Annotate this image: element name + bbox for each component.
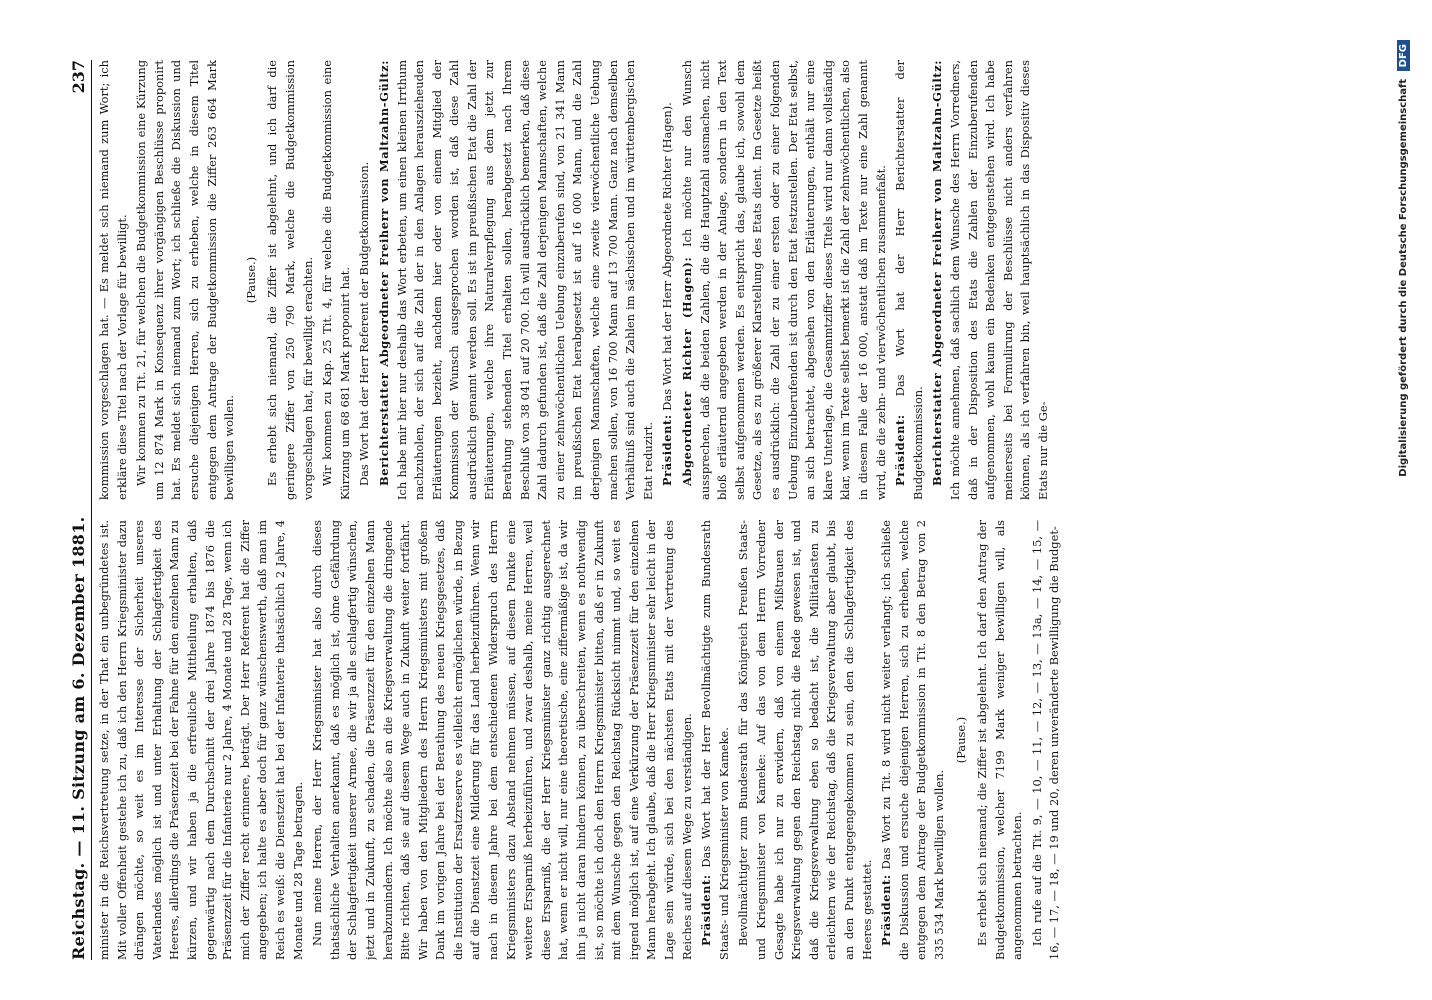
paragraph: Wir kommen zu Kap. 25 Tit. 4, für welche die Budgetkommission eine Kürzung um 68 681 Mark proponirt hat. <box>320 60 352 500</box>
speech-text: Ich möchte nur den Wunsch aussprechen, daß die beiden Zahlen, die die Hauptzahl ausmachen, nicht bloß erläuternd angegeben werden in der Anlage, sondern in den Text selbst aufgenommen werden. Es entspricht das, glaube ich, sowohl dem Gesetze, als es zu größerer Klarstellung des Etats dient. Im Gesetze heißt es ausdrücklich: die Zahl der zu einer ersten oder zu einer folgenden Uebung Einzuberufenden ist durch den Etat festzustellen. Der Etat selbst, an sich betrachtet, abgesehen von den Erläuterungen, enthält nur eine klare Unterlage, die Gesammtziffer dieses Titels wird nur dann vollständig klar, wenn im Texte selbst bemerkt ist die Zahl der zehnwöchentlichen, also in diesem Falle der 16 000, anstatt daß im Texte nur eine Zahl genannt wird, die die zehn- und vierwöchentlichen zusammenfaßt. <box>680 60 888 500</box>
speech-text: Das Wort hat der Herr Bevollmächtigte zum Bundesrath Staats- und Kriegsminister von Kameke. <box>699 520 731 960</box>
page-header <box>60 60 92 960</box>
paragraph <box>892 60 927 500</box>
credit-text: Digitalisierung gefördert durch die Deutsche Forschungsgemeinschaft <box>1398 78 1409 477</box>
speech-text: Das Wort hat der Herr Abgeordnete Richter (Hagen). <box>660 102 675 411</box>
paragraph: minister in die Reichsvertretung setze, in der That ein unbegründetes ist. Mit voller Offenheit gestehe ich zu, daß ich den Herrn Kriegsminister dazu drängen möchte, so weit es im Interesse der Sicherheit unseres Vaterlandes möglich ist und unter Erhaltung der Schlagfertigkeit des Heeres, allerdings die Präsenzzeit bei der Fahne für den einzelnen Mann zu kürzen, und wir haben ja die erfreuliche Mittheilung erhalten, daß gegenwärtig nach dem Durchschnitt der drei Jahre 1874 bis 1876 die Präsenzzeit für die Infanterie nur 2 Jahre, 4 Monate und 28 Tage, wenn ich mich der Ziffer recht erinnere, beträgt. Der Herr Referent hat die Ziffer angegeben; ich halte es aber doch für ganz wünschenswerth, daß man im Reich es weiß: die Dienstzeit hat bei der Infanterie thatsächlich 2 Jahre, 4 Monate und 28 Tage betragen. <box>97 520 305 960</box>
paragraph: Wir kommen zu Tit. 21, für welchen die Budgetkommission eine Kürzung um 12 874 Mark in Konsequenz ihrer vorgängigen Beschlüsse proponirt hat. Es meldet sich niemand zum Wort; ich schließe die Diskussion und ersuche diejenigen Herren, sich zu erheben, welche in diesem Titel entgegen dem Antrage der Budgetkommission die Ziffer 263 664 Mark bewilligen wollen. <box>134 60 237 500</box>
speaker-label: Präsident: <box>660 414 675 486</box>
paragraph <box>679 60 890 500</box>
right-column <box>96 60 1362 500</box>
paragraph: Ich rufe auf die Tit. 9, — 10, — 11, — 12, — 13, — 13a, — 14, — 15, — 16, — 17, — 18, — 19 und 20, deren unveränderte Bewilligung die Budget- <box>1029 520 1062 960</box>
paragraph <box>698 520 733 960</box>
speaker-label: Berichterstatter Abgeordneter Freiherr von Maltzahn-Gültz: <box>930 60 945 486</box>
paragraph <box>878 520 948 960</box>
paragraph: Nun meine Herren, der Herr Kriegsminister hat also durch dieses thatsächliche Verhalten anerkannt, daß es möglich ist, ohne Gefährdung der Schlagfertigkeit unserer Armee, die wir ja alle schlagfertig wünschen, jetzt und in Zukunft, zu schaden, die Präsenzzeit für den einzelnen Mann herabzumindern. Ich möchte also an die Kriegsverwaltung die dringende Bitte richten, daß sie auf diesem Wege auch in Zukunft weiter fortfährt. Wir haben von den Mitgliedern des Herrn Kriegsministers mit großem Dank im vorigen Jahre bei der Berathung des neuen Kriegsgesetzes, daß die Institution der Ersatzreserve es vielleicht ermöglichen würde, in Bezug auf die Dienstzeit eine Milderung für das Land herbeizuführen. Wenn wir nach in diesem Jahre bei dem entschiedenen Widerspruch des Herrn Kriegsministers dazu Abstand nehmen müssen, auf diesem Punkte eine weitere Ersparniß herbeizuführen, und zwar deshalb, meine Herren, weil diese Ersparniß, die der Herr Kriegsminister ganz richtig ausgerechnet hat, wenn er nicht will, nur eine theoretische, eine ziffermäßige ist, da wir ihn ja nicht daran hindern können, zu überschreiten, wenn es nothwendig ist, so möchte ich doch den Herrn Kriegsminister bitten, daß er in Zukunft mit dem Wunsche gegen den Reichstag Rücksicht nimmt und, so weit es irgend möglich ist, auf eine Verkürzung der Präsenzzeit für den einzelnen Mann herabgeht. Ich glaube, daß die Herr Kriegsminister sehr leicht in der Lage sein würde, sich bei den nächsten Etats mit der Vertretung des Reiches auf diesem Wege zu verständigen. <box>310 520 694 960</box>
speech-text: Ich möchte annehmen, daß sachlich dem Wunsche des Herrn Vorredners, daß in der Disposition des Etats die Zahlen der Einzuberufenden aufgenommen, wohl kaum ein Bedenken entgegenstehen wird. Ich habe meinerseits bei Formulirung der Beschlüsse nicht anders verfahren können, als ich verfahren bin, weil hauptsächlich in das Dispositiv dieses Etats nur die Ge- <box>947 60 1050 500</box>
speaker-label: Präsident: <box>879 874 894 946</box>
left-column <box>96 520 1362 960</box>
speech-text: Das Wort zu Tit. 8 wird nicht weiter verlangt; ich schließe die Diskussion und ersuche diejenigen Herren, sich zu erheben, welche entgegen dem Antrage der Budgetkommission in Tit. 8 den Betrag von 2 335 534 Mark bewilligen wollen. <box>879 520 946 960</box>
speaker-label: Präsident: <box>893 414 908 486</box>
paragraph: Es erhebt sich niemand; die Ziffer ist abgelehnt. Ich darf den Antrag der Budgetkommission, welcher 7199 Mark weniger bewilligen will, als angenommen betrachten. <box>975 520 1025 960</box>
paragraph: Es erhebt sich niemand, die Ziffer ist abgelehnt, und ich darf die geringere Ziffer von 250 790 Mark, welche die Budgetkommission vorgeschlagen hat, für bewilligt erachten. <box>265 60 315 500</box>
speaker-label: Berichterstatter Abgeordneter Freiherr von Maltzahn-Gültz: <box>376 60 391 486</box>
speech-text: Das Wort hat der Herr Berichterstatter der Budgetkommission. <box>893 60 925 500</box>
paragraph <box>659 60 677 500</box>
pause-note: (Pause.) <box>953 716 968 764</box>
speaker-label: Präsident: <box>699 874 714 946</box>
digitization-credit <box>1397 40 1410 960</box>
pause-note: (Pause.) <box>243 256 258 304</box>
paragraph: Bevollmächtigter zum Bundesrath für das Königreich Preußen Staats- und Kriegsminister von Kameke: Auf das von dem Herrn Vorredner Gesagte habe ich nur zu erwidern, daß von einem Mißtrauen der Kriegsverwaltung gegen den Reichstag nicht die Rede gewesen ist, und daß die Kriegsverwaltung eben so bedacht ist, die Militärlasten zu erleichtern wie der Reichstag, daß die Kriegsverwaltung aber glaubt, bis an den Punkt entgegengekommen zu sein, den die Schlagfertigkeit des Heeres gestattet. <box>736 520 874 960</box>
header-title: Reichstag. — 11. Sitzung am 6. Dezember 1881. <box>69 516 88 960</box>
speech-text: Ich habe mir hier nur deshalb das Wort erbeten, um einen kleinen Irrthum nachzuholen, der sich auf die Zahl der in den Anlagen herauszieheuden Erläuterungen bezieht, nachdem hier oder von einem Mitglied der Kommission der Wunsch ausgesprochen worden ist, daß diese Zahl ausdrücklich genannt werden soll. Es ist im preußischen Etat die Zahl der Erläuterungen, welche ihre Naturalverpflegung aus dem jetzt zur Berathung stehenden Titel erhalten sollen, herabgesetzt nach Ihrem Beschluß von 38 041 auf 20 700. Ich will ausdrücklich bemerken, daß diese Zahl dadurch gefunden ist, daß die Zahl derjenigen Mannschaften, welche zu einer zehnwöchentlichen Uebung einzuberufen sind, von 21 341 Mann im preußischen Etat herabgesetzt ist auf 16 000 Mann, und die Zahl derjenigen Mannschaften, welche eine zweite vierwöchentliche Uebung machen sollen, von 16 700 Mann auf 13 700 Mann. Ganz nach demselben Verhältniß sind auch die Zahlen im sächsischen und im württembergischen Etat reduzirt. <box>394 60 655 500</box>
paragraph: Das Wort hat der Herr Referent der Budgetkommission. <box>357 161 372 486</box>
page-number: 237 <box>69 60 88 94</box>
speaker-label: Abgeordneter Richter (Hagen): <box>680 256 694 486</box>
paragraph <box>376 60 658 500</box>
paragraph <box>929 60 1052 500</box>
dfg-logo: DFG <box>1397 40 1410 71</box>
paragraph: kommission vorgeschlagen hat. — Es meldet sich niemand zum Wort; ich erkläre diese Titel nach der Vorlage für bewilligt. <box>97 60 129 500</box>
